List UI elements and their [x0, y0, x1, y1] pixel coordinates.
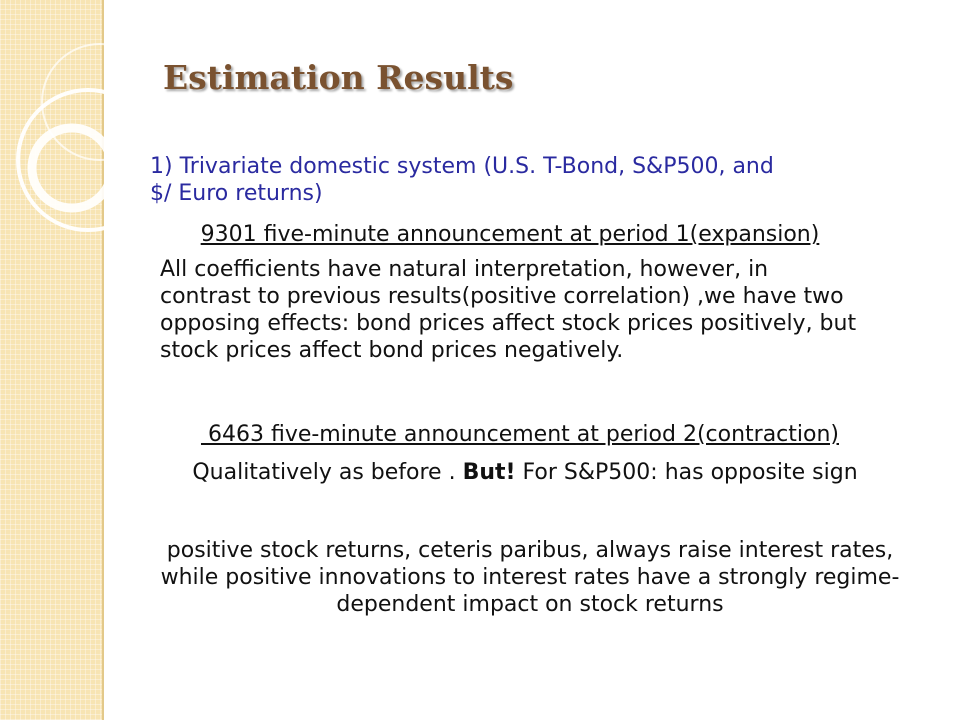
period-2-text-end: For S&P500: has opposite sign	[515, 460, 858, 485]
decorative-sidebar	[0, 0, 104, 720]
period-2-heading: 6463 five-minute announcement at period 2(contraction)	[200, 422, 839, 447]
emphasis-but: But!	[462, 460, 516, 485]
numbered-item-1: 1) Trivariate domestic system (U.S. T-Bond, S&P500, and $/ Euro returns)	[150, 154, 774, 206]
period-2-description	[145, 459, 905, 486]
period-1-heading: 9301 five-minute announcement at period 1(expansion)	[200, 222, 820, 247]
conclusion-paragraph: positive stock returns, ceteris paribus, always raise interest rates, while positive innovations to interest rates have a strongly regime- dependent impact on stock returns	[160, 538, 900, 617]
slide-title: Estimation Results	[163, 58, 514, 97]
period-1-description: All coefficients have natural interpretation, however, in contrast to previous results(positive correlation) ,we have two opposing effects: bond prices affect stock prices positively, but stock prices affect bond prices negatively.	[160, 257, 857, 363]
period-2-text-start: Qualitatively as before .	[192, 460, 463, 485]
